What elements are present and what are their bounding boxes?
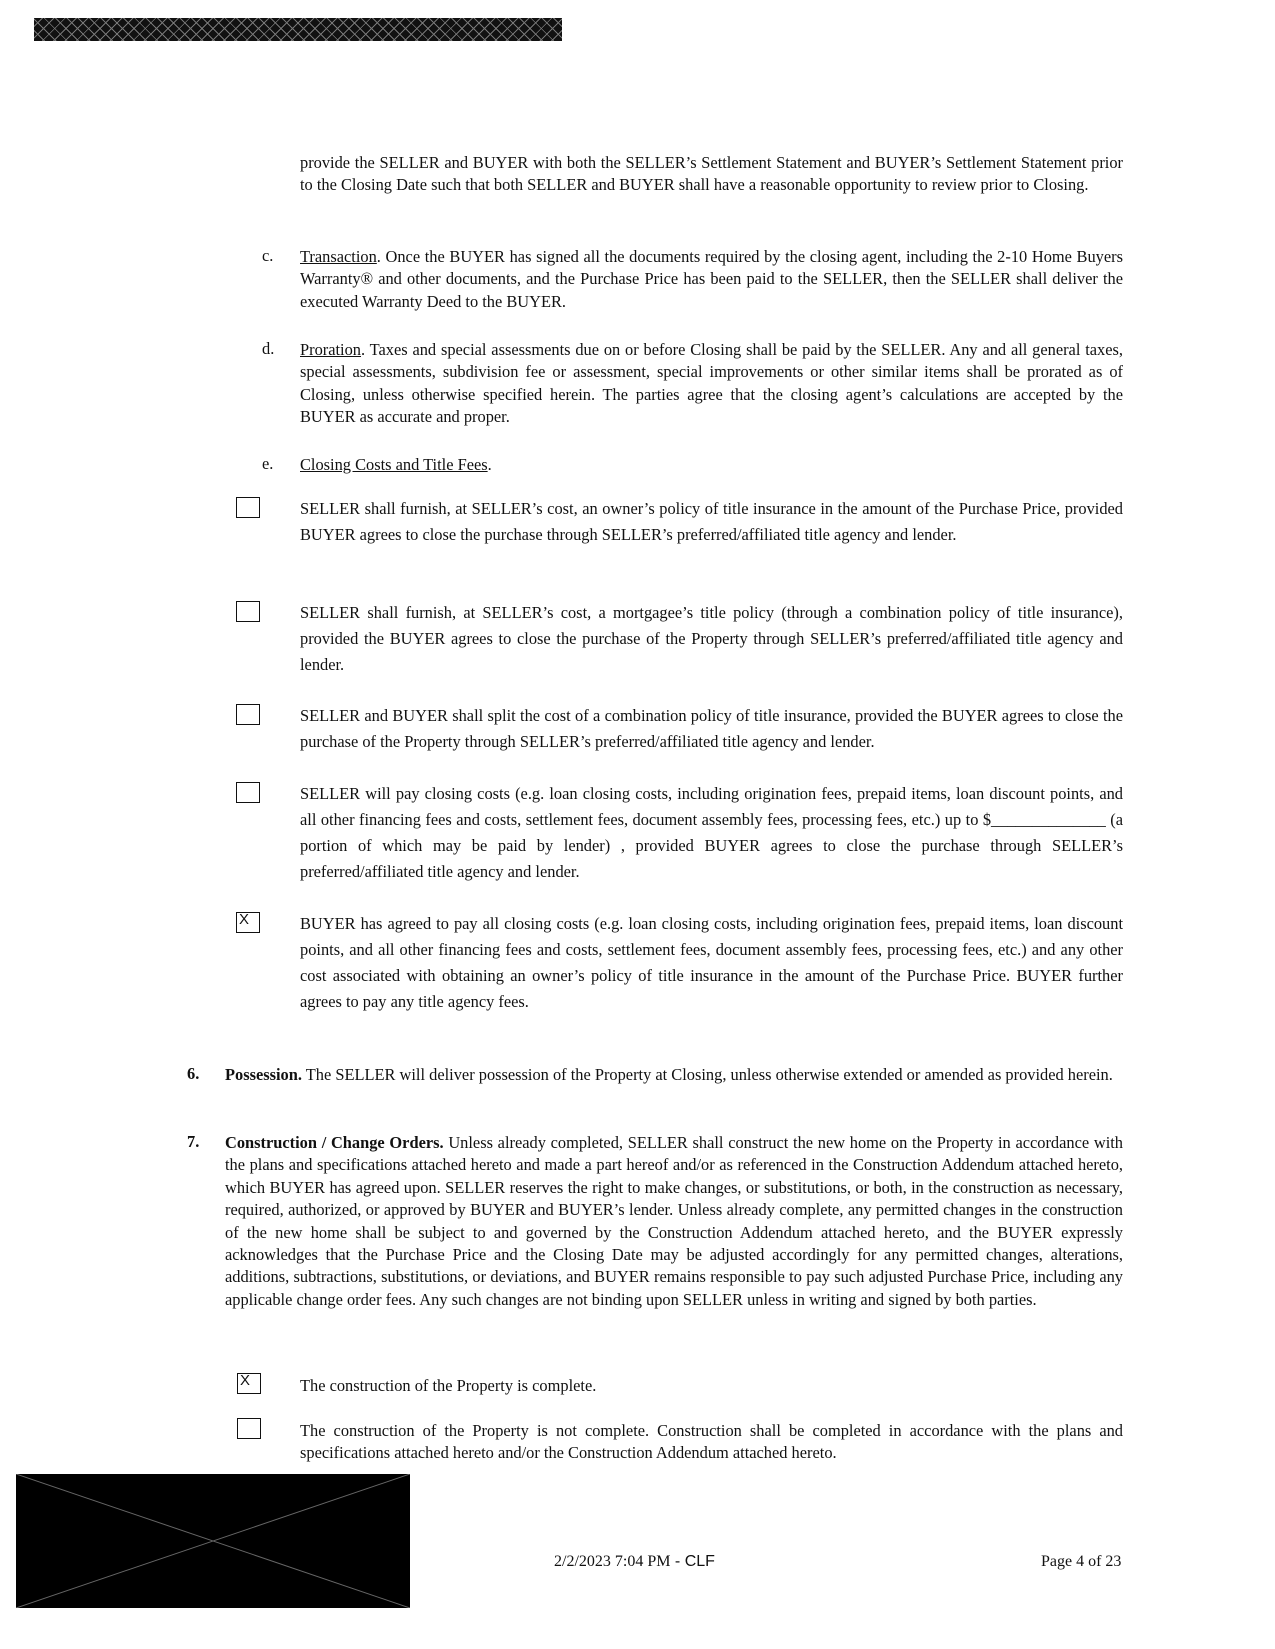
- construction-incomplete-checkbox[interactable]: [237, 1418, 261, 1439]
- construction-incomplete-text: The construction of the Property is not complete. Construction shall be completed in accordance with the plans and specifications attached hereto and/or the Construction Addendum attached hereto.: [300, 1421, 1123, 1463]
- item-c-paragraph: [300, 246, 1123, 313]
- item-e-title: Closing Costs and Title Fees: [300, 455, 488, 474]
- section-7-paragraph: [225, 1132, 1123, 1311]
- item-c-text: . Once the BUYER has signed all the documents required by the closing agent, including the 2-10 Home Buyers Warranty® and other documents, and the Purchase Price has been paid to the SELLER, then the SELLER shall deliver the executed Warranty Deed to the BUYER.: [300, 247, 1123, 311]
- item-d-text: . Taxes and special assessments due on or before Closing shall be paid by the SELLER. Any and all general taxes, special assessments, subdivision fee or assessment, special improvements or other similar items shall be prorated as of Closing, unless otherwise specified herein. The parties agree that the closing agent’s calculations are accepted by the BUYER as accurate and proper.: [300, 340, 1123, 427]
- closing-option-1-text: SELLER shall furnish, at SELLER’s cost, an owner’s policy of title insurance in the amount of the Purchase Price, provided BUYER agrees to close the purchase through SELLER’s preferred/affiliated title agency and lender.: [300, 499, 1123, 544]
- item-c-title: Transaction: [300, 247, 377, 266]
- redaction-bar-top: [34, 18, 562, 41]
- section-7-number: 7.: [187, 1132, 200, 1151]
- item-d-title: Proration: [300, 340, 362, 359]
- item-d-paragraph: [300, 339, 1123, 429]
- footer-timestamp: [554, 1553, 715, 1571]
- footer-code: CLF: [684, 1553, 715, 1570]
- closing-option-2-text: SELLER shall furnish, at SELLER’s cost, a mortgagee’s title policy (through a combination policy of title insurance), provided the BUYER agrees to close the purchase of the Property through SELLER’s preferred/affiliated title agency and lender.: [300, 603, 1123, 674]
- item-c-letter: c.: [262, 246, 274, 265]
- page-number: Page 4 of 23: [1041, 1553, 1122, 1570]
- closing-option-2-checkbox[interactable]: [236, 601, 260, 622]
- item-d-letter: d.: [262, 339, 275, 358]
- item-e-text: .: [487, 455, 492, 474]
- closing-option-3-text: SELLER and BUYER shall split the cost of a combination policy of title insurance, provided the BUYER agrees to close the purchase of the Property through SELLER’s preferred/affiliated title agency and lender.: [300, 706, 1123, 751]
- redaction-block-bottom: [16, 1474, 410, 1608]
- section-6-text: The SELLER will deliver possession of the Property at Closing, unless otherwise extended or amended as provided herein.: [301, 1065, 1113, 1084]
- item-e-letter: e.: [262, 454, 274, 473]
- section-6-title: Possession.: [225, 1065, 302, 1084]
- section-6-number: 6.: [187, 1064, 200, 1083]
- closing-option-3-checkbox[interactable]: [236, 704, 260, 725]
- construction-complete-checkbox[interactable]: X: [237, 1373, 261, 1394]
- closing-option-1-checkbox[interactable]: [236, 497, 260, 518]
- intro-paragraph: provide the SELLER and BUYER with both the SELLER’s Settlement Statement and BUYER’s Settlement Statement prior to the Closing Date such that both SELLER and BUYER shall have a reasonable opportunity to review prior to Closing.: [300, 153, 1123, 195]
- item-e-paragraph: [300, 454, 1123, 476]
- footer-separator: -: [670, 1553, 685, 1570]
- section-7-title: Construction / Change Orders.: [225, 1133, 444, 1152]
- closing-option-5-text: BUYER has agreed to pay all closing costs (e.g. loan closing costs, including origination fees, prepaid items, loan discount points, and all other financing fees and costs, settlement fees, document assembly fees, processing fees, etc.) and any other cost associated with obtaining an owner’s policy of title insurance in the amount of the Purchase Price. BUYER further agrees to pay any title agency fees.: [300, 914, 1123, 1011]
- closing-option-4-checkbox[interactable]: [236, 782, 260, 803]
- construction-complete-text: The construction of the Property is complete.: [300, 1376, 597, 1395]
- closing-option-4-text: SELLER will pay closing costs (e.g. loan closing costs, including origination fees, prepaid items, loan discount points, and all other financing fees and costs, settlement fees, document assembly fees, processing fees, etc.) up to $______________ (a portion of which may be paid by lender) , provided BUYER agrees to close the purchase through SELLER’s preferred/affiliated title agency and lender.: [300, 784, 1123, 881]
- section-6-paragraph: [225, 1064, 1123, 1086]
- section-7-text: Unless already completed, SELLER shall construct the new home on the Property in accordance with the plans and specifications attached hereto and made a part hereof and/or as referenced in the Construction Addendum attached hereto, which BUYER has agreed upon. SELLER reserves the right to make changes, or substitutions, or both, in the construction as necessary, required, authorized, or approved by BUYER and BUYER’s lender. Unless already complete, any permitted changes in the construction of the new home shall be subject to and governed by the Construction Addendum attached hereto, and the BUYER expressly acknowledges that the Purchase Price and the Closing Date may be adjusted accordingly for any permitted changes, alterations, additions, subtractions, substitutions, or deviations, and BUYER remains responsible to pay such adjusted Purchase Price, including any applicable change order fees. Any such changes are not binding upon SELLER unless in writing and signed by both parties.: [225, 1133, 1123, 1309]
- closing-option-5-checkbox[interactable]: X: [236, 912, 260, 933]
- footer-datetime: 2/2/2023 7:04 PM: [554, 1553, 671, 1570]
